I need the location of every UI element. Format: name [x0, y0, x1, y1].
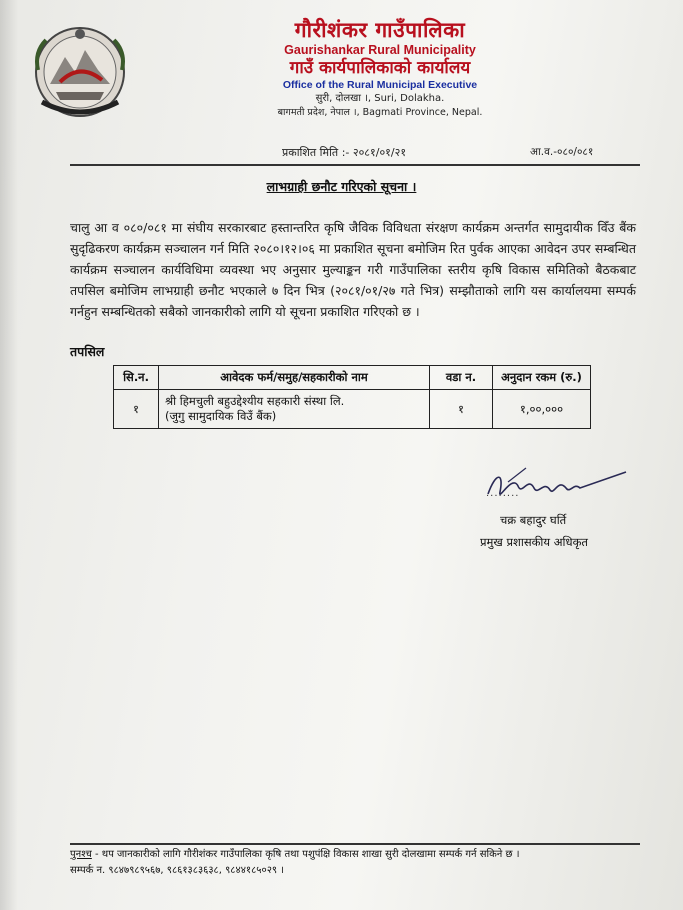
office-name-np: गाउँ कार्यपालिकाको कार्यालय	[289, 58, 471, 78]
handwritten-signature	[478, 462, 628, 507]
col-header-amount: अनुदान रकम (रु.)	[493, 366, 591, 390]
nepal-emblem-logo	[30, 22, 130, 122]
published-date: प्रकाशित मिति :- २०८१/०१/२१	[282, 146, 407, 159]
header-divider	[70, 164, 640, 166]
table-header-row	[114, 366, 591, 390]
footer-divider	[70, 843, 640, 845]
municipality-name-np: गौरीशंकर गाउँपालिका	[294, 18, 466, 42]
signatory-name: चक्र बहादुर घर्ति	[500, 513, 567, 527]
cell-name-line2: (जुगु सामुदायिक विउँ बैंक)	[165, 409, 277, 423]
footer-note	[70, 847, 636, 879]
beneficiary-table	[113, 365, 591, 429]
col-header-name: आवेदक फर्म/समुह/सहकारीको नाम	[159, 366, 430, 390]
office-name-en: Office of the Rural Municipal Executive	[282, 79, 478, 91]
cell-sn: १	[114, 390, 159, 429]
address-line-2: बागमती प्रदेश, नेपाल ।, Bagmati Province, Nepal.	[277, 107, 483, 118]
col-header-ward: वडा न.	[430, 366, 493, 390]
footer-note-line	[70, 847, 636, 863]
ps-label: पुनश्च	[70, 849, 92, 860]
letterhead	[200, 18, 560, 120]
col-header-sn: सि.न.	[114, 366, 159, 390]
contact-numbers: सम्पर्क न. ९८४७९८९५६७, ९८६१३८३६३८, ९८४४१८५०२९ ।	[70, 865, 285, 876]
cell-name-line1: श्री हिमचुली बहुउद्देश्यीय सहकारी संस्था लि.	[165, 394, 345, 408]
ps-text: - थप जानकारीको लागि गौरीशंकर गाउँपालिका कृषि तथा पशुपंक्षि विकास शाखा सुरी दोलखामा सम्पर्क गर्न सकिने छ ।	[91, 849, 520, 860]
address-line-1: सुरी, दोलखा ।, Suri, Dolakha.	[315, 93, 445, 104]
signatory-designation: प्रमुख प्रशासकीय अधिकृत	[480, 535, 588, 549]
page-edge-shadow	[0, 0, 18, 910]
notice-body: चालु आ व ०८०/०८१ मा संघीय सरकारबाट हस्तान्तरित कृषि जैविक विविधता संरक्षण कार्यक्रम अन्तर्गत सामुदायीक विँउ बैंक सुदृढिकरण कार्यक्रम सञ्चालन गर्न मिति २०८०।१२।०६ मा प्रकाशित सूचना बमोजिम रित पुर्वक आएका आवेदन उपर सम्बन्धित कार्यक्रम सञ्चालन कार्यविधिमा व्यवस्था भए अनुसार मुल्याङ्कन गरी गाउँपालिका स्तरीय कृषि विकास समितिको बैठकबाट तपसिल बमोजिम लाभग्राही छनौट भएकाले ७ दिन भित्र (२०८१/०१/२७ गते भित्र) सम्झौताको लागि यस कार्यालयमा सम्पर्क गर्नहुन सम्बन्धितको सबैको जानकारीको लागि यो सूचना प्रकाशित गरिएको छ ।	[70, 220, 636, 319]
cell-name	[159, 390, 430, 429]
signature-line: ........	[486, 488, 520, 499]
notice-subject-text: लाभग्राही छनौट गरिएको सूचना ।	[266, 179, 417, 194]
municipality-name-en: Gaurishankar Rural Municipality	[284, 43, 476, 57]
cell-amount: १,००,०००	[493, 390, 591, 429]
schedule-label: तपसिल	[70, 344, 105, 359]
cell-ward: १	[430, 390, 493, 429]
table-row	[114, 390, 591, 429]
fiscal-year-ref: आ.व.-०८०/०८१	[530, 146, 594, 158]
notice-subject	[0, 178, 683, 195]
